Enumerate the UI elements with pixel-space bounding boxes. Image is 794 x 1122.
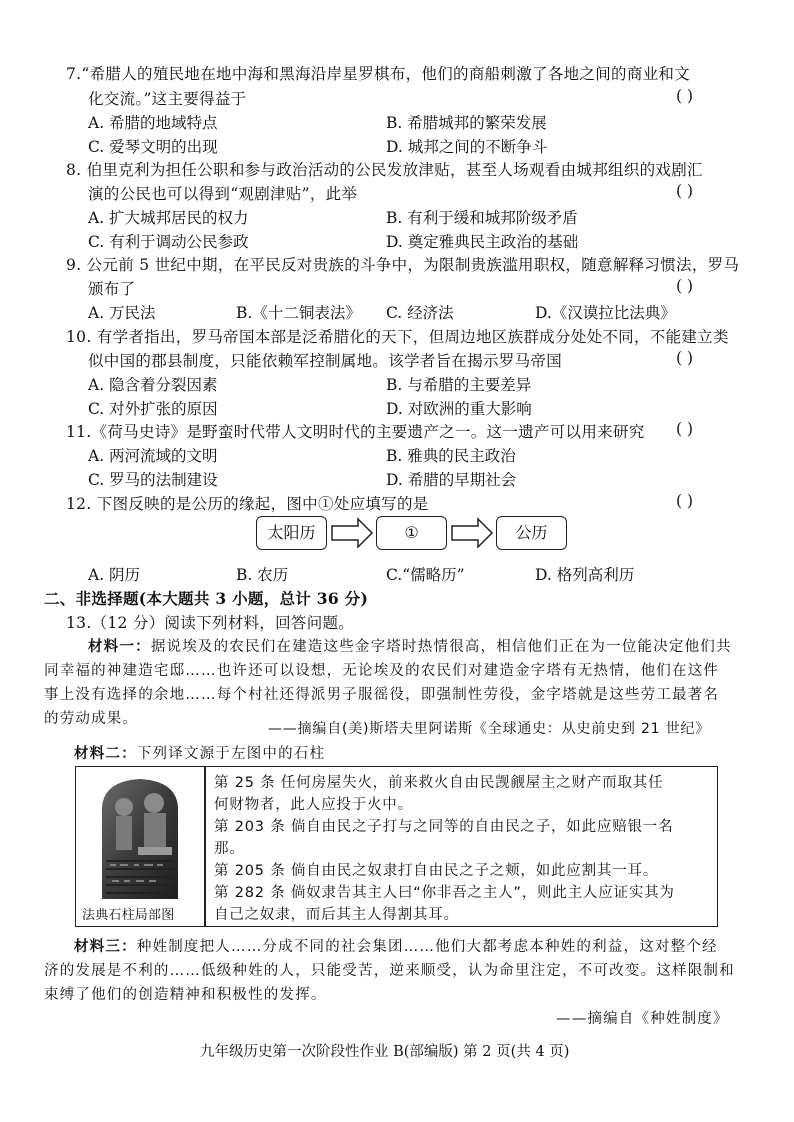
q8-option-d[interactable]: D. 奠定雅典民主政治的基础 xyxy=(386,233,579,251)
material1-label: 材料一： xyxy=(88,639,151,655)
q7-stem-line2: 化交流。”这主要得益于 xyxy=(88,90,247,108)
q7-stem-line1: 7.“希腊人的殖民地在地中海和黑海沿岸星罗棋布，他们的商船刺激了各地之间的商业和文 xyxy=(66,65,691,83)
material3-label: 材料三： xyxy=(74,939,137,955)
law-line-6: 第 282 条 倘奴隶告其主人曰“你非吾之主人”，则此主人应证实其为 xyxy=(214,885,675,901)
q11-stem-line1: 11.《荷马史诗》是野蛮时代带人文明时代的主要遗产之一。这一遗产可以用来研究 xyxy=(66,423,645,441)
q10-answer-paren[interactable]: ( ) xyxy=(676,349,694,367)
q8-option-c[interactable]: C. 有利于调动公民参政 xyxy=(88,233,249,251)
flow-box-solar-calendar: 太阳历 xyxy=(256,516,327,550)
q7-option-b[interactable]: B. 希腊城邦的繁荣发展 xyxy=(386,114,547,132)
q12-answer-paren[interactable]: ( ) xyxy=(676,492,694,510)
flow-box-gregorian: 公历 xyxy=(496,516,567,550)
q8-option-a[interactable]: A. 扩大城邦居民的权力 xyxy=(88,209,249,227)
q12-option-c[interactable]: C.“儒略历” xyxy=(386,566,465,584)
q10-stem-line1: 10. 有学者指出，罗马帝国本部是泛希腊化的天下，但周边地区族群成分处处不同，不能建立类 xyxy=(66,328,729,346)
q9-stem-line1: 9. 公元前 5 世纪中期，在平民反对贵族的斗争中，为限制贵族滥用职权，随意解释习惯法，罗马 xyxy=(66,256,740,274)
q12-option-a[interactable]: A. 阴历 xyxy=(88,566,141,584)
material3-text: 种姓制度把人……分成不同的社会集团……他们大都考虑本种姓的利益，这对整个经 xyxy=(136,939,718,955)
q9-option-d[interactable]: D.《汉谟拉比法典》 xyxy=(535,304,676,322)
q8-stem-line2: 演的公民也可以得到“观剧津贴”，此举 xyxy=(88,185,358,203)
q13-intro: 13.（12 分）阅读下列材料，回答问题。 xyxy=(66,614,355,632)
law-line-4: 那。 xyxy=(214,841,245,857)
q7-option-c[interactable]: C. 爱琴文明的出现 xyxy=(88,138,218,156)
q8-option-b[interactable]: B. 有利于缓和城邦阶级矛盾 xyxy=(386,209,578,227)
q9-answer-paren[interactable]: ( ) xyxy=(676,277,694,295)
law-line-3: 第 203 条 倘自由民之子打与之同等的自由民之子，如此应赔银一名 xyxy=(214,819,674,835)
material2-label: 材料二： xyxy=(74,746,137,762)
q11-option-a[interactable]: A. 两河流域的文明 xyxy=(88,447,218,465)
stele-caption: 法典石柱局部图 xyxy=(82,908,175,923)
material3-source: ——摘编自《种姓制度》 xyxy=(556,1011,729,1027)
material2-line xyxy=(74,742,325,763)
law-line-5: 第 205 条 倘自由民之奴隶打自由民之子之颊，如此应割其一耳。 xyxy=(214,863,659,879)
q10-option-c[interactable]: C. 对外扩张的原因 xyxy=(88,400,218,418)
material1-line1 xyxy=(88,635,732,656)
q8-stem-line1: 8. 伯里克利为担任公职和参与政治活动的公民发放津贴，甚至人场观看由城邦组织的戏剧汇 xyxy=(66,161,703,179)
q9-option-c[interactable]: C. 经济法 xyxy=(386,304,454,322)
q7-answer-paren[interactable]: ( ) xyxy=(676,87,694,105)
material2-text: 下列译文源于左图中的石柱 xyxy=(136,746,326,762)
flow-box-blank[interactable]: ① xyxy=(376,516,447,550)
material1-line3: 事上没有选择的余地……每个村社还得派男子服徭役，即强制性劳役，金字塔就是这些劳工最著名 xyxy=(44,687,720,703)
law-code-table xyxy=(75,766,718,927)
q8-answer-paren[interactable]: ( ) xyxy=(676,182,694,200)
q11-option-b[interactable]: B. 雅典的民主政治 xyxy=(386,447,516,465)
q11-answer-paren[interactable]: ( ) xyxy=(676,420,694,438)
q11-option-d[interactable]: D. 希腊的早期社会 xyxy=(386,471,517,489)
q7-option-d[interactable]: D. 城邦之间的不断争斗 xyxy=(386,138,548,156)
q12-option-d[interactable]: D. 格列高利历 xyxy=(535,566,635,584)
material3-line3: 束缚了他们的创造精神和积极性的发挥。 xyxy=(44,987,327,1003)
material1-line4: 的劳动成果。 xyxy=(44,711,139,727)
q7-option-a[interactable]: A. 希腊的地域特点 xyxy=(88,114,218,132)
material1-source: ——摘编自(美)斯塔夫里阿诺斯《全球通史：从史前史到 21 世纪》 xyxy=(268,721,711,737)
material1-text: 据说埃及的农民们在建造这些金字塔时热情很高，相信他们正在为一位能决定他们共 xyxy=(150,639,732,655)
material3-line1 xyxy=(74,935,718,956)
q9-stem-line2: 颁布了 xyxy=(88,280,136,298)
table-divider xyxy=(204,767,206,926)
stele-image xyxy=(94,777,186,899)
q10-stem-line2: 似中国的郡县制度，只能依赖军控制属地。该学者旨在揭示罗马帝国 xyxy=(88,352,563,370)
law-line-7: 自己之奴隶，而后其主人得割其耳。 xyxy=(214,907,459,923)
q11-option-c[interactable]: C. 罗马的法制建设 xyxy=(88,471,218,489)
material3-line2: 济的发展是不利的……低级种姓的人，只能受苦，逆来顺受，认为命里注定，不可改变。这样限制和 xyxy=(44,963,735,979)
page-footer: 九年级历史第一次阶段性作业 B(部编版) 第 2 页(共 4 页) xyxy=(200,1044,570,1060)
q10-option-a[interactable]: A. 隐含着分裂因素 xyxy=(88,376,218,394)
flow-arrow-1 xyxy=(330,516,374,550)
q10-option-d[interactable]: D. 对欧洲的重大影响 xyxy=(386,400,532,418)
q12-option-b[interactable]: B. 农历 xyxy=(236,566,289,584)
flow-arrow-2 xyxy=(450,516,494,550)
section-heading-nonchoice: 二、非选择题(本大题共 3 小题，总计 36 分) xyxy=(44,589,369,608)
material1-line2: 同幸福的神建造宅邸……也许还可以设想，无论埃及的农民们对建造金字塔有无热情，他们在这件 xyxy=(44,663,720,679)
q12-stem-line1: 12. 下图反映的是公历的缘起，图中①处应填写的是 xyxy=(66,495,429,513)
law-line-1: 第 25 条 任何房屋失火，前来救火自由民觊觎屋主之财产而取其任 xyxy=(214,775,664,791)
q9-option-b[interactable]: B.《十二铜表法》 xyxy=(236,304,361,322)
q10-option-b[interactable]: B. 与希腊的主要差异 xyxy=(386,376,532,394)
law-line-2: 何财物者，此人应投于火中。 xyxy=(214,797,413,813)
q9-option-a[interactable]: A. 万民法 xyxy=(88,304,156,322)
